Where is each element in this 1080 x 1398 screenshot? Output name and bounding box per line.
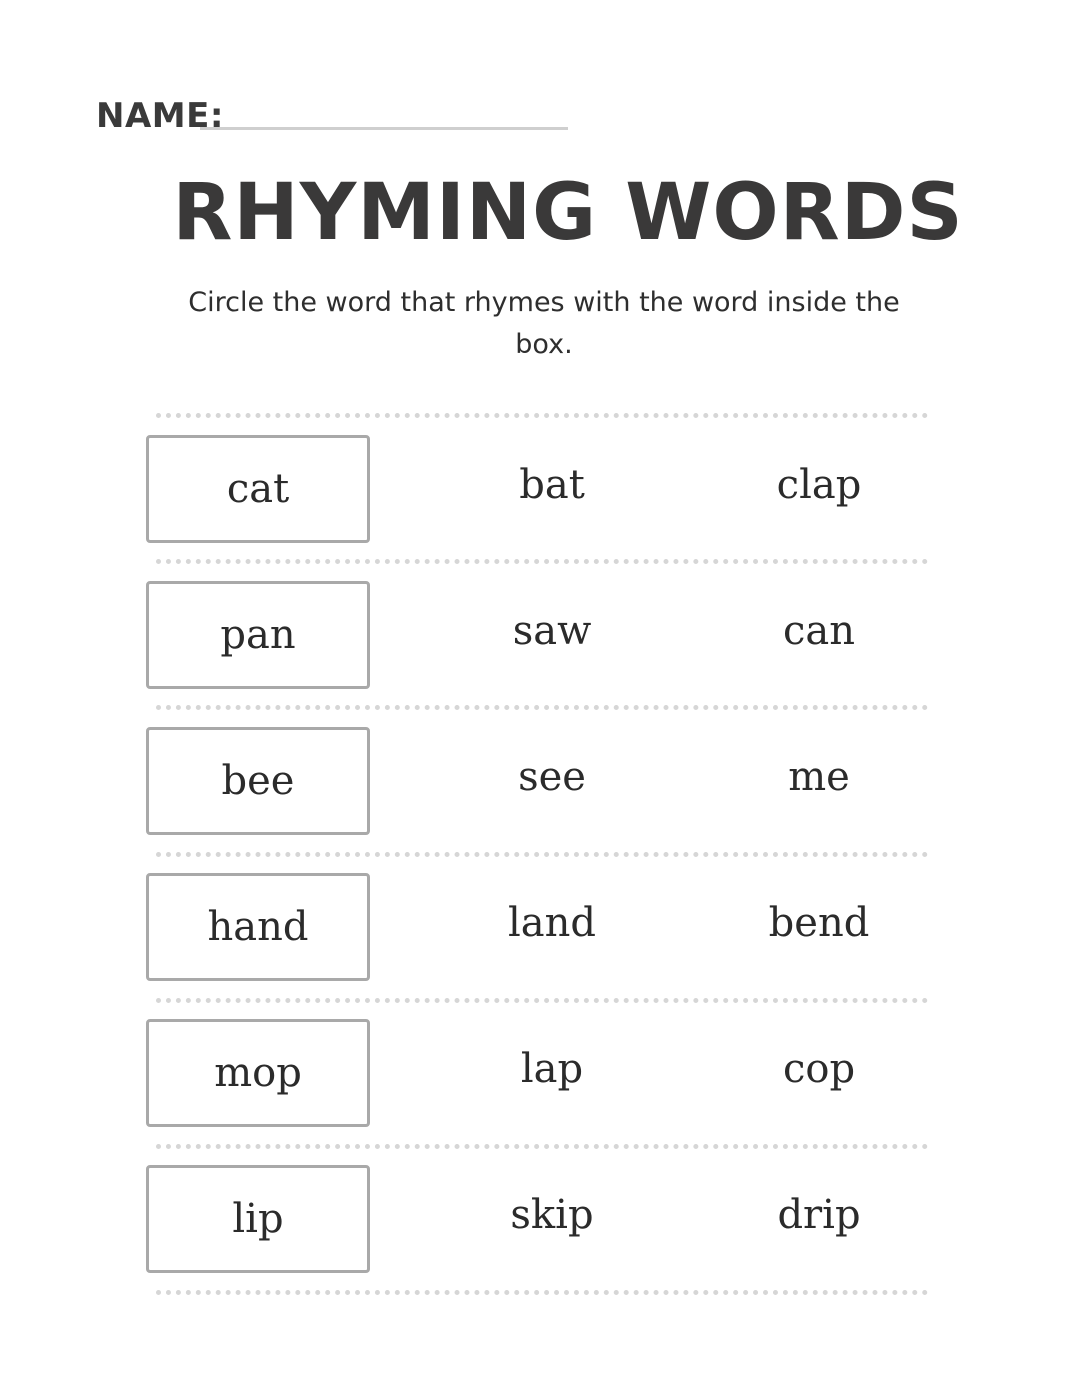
answer-option[interactable] xyxy=(442,435,662,535)
answer-option-label: can xyxy=(782,608,855,654)
rhyme-row xyxy=(0,1165,1080,1273)
rhyme-row xyxy=(0,727,1080,835)
dotted-divider xyxy=(156,413,928,418)
target-word: lip xyxy=(232,1196,284,1242)
worksheet-title: RHYMING WORDS xyxy=(172,168,964,258)
answer-option[interactable] xyxy=(442,873,662,973)
target-word-box xyxy=(146,581,370,689)
target-word: hand xyxy=(207,904,309,950)
answer-option-label: drip xyxy=(777,1192,861,1238)
answer-option-label: saw xyxy=(512,608,592,654)
answer-option-label: me xyxy=(788,754,850,800)
target-word: cat xyxy=(226,466,290,512)
name-label: NAME: xyxy=(96,96,224,136)
rhyme-row xyxy=(0,873,1080,981)
dotted-divider xyxy=(156,1144,928,1149)
target-word: mop xyxy=(214,1050,302,1096)
answer-option-label: lap xyxy=(520,1046,584,1092)
target-word-box xyxy=(146,1165,370,1273)
dotted-divider xyxy=(156,559,928,564)
dotted-divider xyxy=(156,998,928,1003)
answer-option-label: see xyxy=(518,754,586,800)
answer-option-label: bend xyxy=(768,900,870,946)
target-word-box xyxy=(146,1019,370,1127)
answer-option[interactable] xyxy=(709,873,929,973)
answer-option[interactable] xyxy=(442,1019,662,1119)
target-word-box xyxy=(146,873,370,981)
target-word: bee xyxy=(221,758,295,804)
dotted-divider xyxy=(156,1290,928,1295)
rhyme-row xyxy=(0,435,1080,543)
instructions-text: Circle the word that rhymes with the word inside the box. xyxy=(188,287,900,360)
rhyme-row xyxy=(0,581,1080,689)
rhyme-row xyxy=(0,1019,1080,1127)
answer-option[interactable] xyxy=(709,1019,929,1119)
answer-option[interactable] xyxy=(442,1165,662,1265)
answer-option-label: cop xyxy=(782,1046,856,1092)
dotted-divider xyxy=(156,852,928,857)
dotted-divider xyxy=(156,705,928,710)
answer-option[interactable] xyxy=(442,581,662,681)
answer-option[interactable] xyxy=(709,581,929,681)
name-line[interactable] xyxy=(200,127,568,130)
target-word-box xyxy=(146,435,370,543)
answer-option-label: skip xyxy=(510,1192,594,1238)
answer-option-label: land xyxy=(507,900,596,946)
answer-option-label: bat xyxy=(519,462,585,508)
answer-option[interactable] xyxy=(709,435,929,535)
answer-option[interactable] xyxy=(709,727,929,827)
answer-option-label: clap xyxy=(776,462,862,508)
answer-option[interactable] xyxy=(709,1165,929,1265)
target-word: pan xyxy=(220,612,296,658)
target-word-box xyxy=(146,727,370,835)
answer-option[interactable] xyxy=(442,727,662,827)
